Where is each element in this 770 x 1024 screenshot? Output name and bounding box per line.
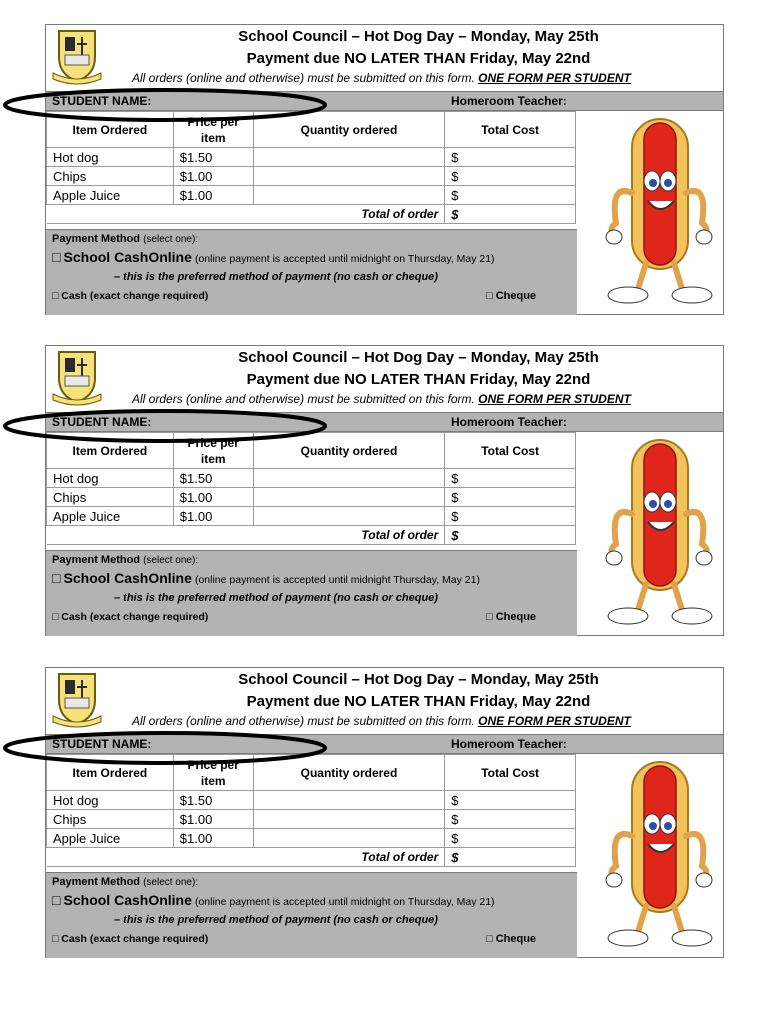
item-price: $1.00 xyxy=(173,829,253,848)
payment-method-section xyxy=(46,872,577,958)
option-cash[interactable]: □ Cash (exact change required) xyxy=(52,611,209,623)
payment-deadline: Payment due NO LATER THAN Friday, May 22nd xyxy=(246,693,591,710)
name-row xyxy=(46,91,723,111)
option-cash[interactable]: □ Cash (exact change required) xyxy=(52,290,209,302)
checkbox-online[interactable]: □ xyxy=(52,892,61,908)
header-quantity: Quantity ordered xyxy=(253,755,445,791)
total-cost-input[interactable]: $ xyxy=(445,148,576,167)
one-form-notice: ONE FORM PER STUDENT xyxy=(478,392,631,406)
item-name: Chips xyxy=(47,488,174,507)
one-form-notice: ONE FORM PER STUDENT xyxy=(478,714,631,728)
total-cost-input[interactable]: $ xyxy=(445,488,576,507)
total-cost-input[interactable]: $ xyxy=(445,810,576,829)
item-name: Chips xyxy=(47,810,174,829)
total-cost-input[interactable]: $ xyxy=(445,469,576,488)
order-table xyxy=(46,754,576,867)
item-price: $1.50 xyxy=(173,148,253,167)
item-price: $1.00 xyxy=(173,810,253,829)
quantity-input[interactable] xyxy=(253,829,445,848)
preferred-method-note: – this is the preferred method of payment (no cash or cheque) xyxy=(114,271,438,283)
submission-notice: All orders (online and otherwise) must be submitted on this form. ONE FORM PER STUDENT xyxy=(132,714,631,728)
form-title: School Council – Hot Dog Day – Monday, May 25th xyxy=(238,671,599,688)
option-school-cash-online[interactable]: □ School CashOnline (online payment is accepted until midnight on Thursday, May 21) xyxy=(52,249,495,265)
homeroom-teacher-field[interactable]: Homeroom Teacher: xyxy=(451,94,567,108)
header-total: Total Cost xyxy=(445,755,576,791)
total-of-order-label: Total of order xyxy=(47,526,445,545)
checkbox-online[interactable]: □ xyxy=(52,249,61,265)
item-price: $1.00 xyxy=(173,488,253,507)
order-table xyxy=(46,432,576,545)
one-form-notice: ONE FORM PER STUDENT xyxy=(478,71,631,85)
table-row xyxy=(47,469,576,488)
total-cost-input[interactable]: $ xyxy=(445,791,576,810)
header-item: Item Ordered xyxy=(47,755,174,791)
name-row xyxy=(46,412,723,432)
header-item: Item Ordered xyxy=(47,112,174,148)
table-row xyxy=(47,829,576,848)
hotdog-mascot-icon xyxy=(598,434,718,630)
order-form-1 xyxy=(45,24,724,315)
form-title: School Council – Hot Dog Day – Monday, May 25th xyxy=(238,28,599,45)
school-crest-icon xyxy=(51,348,103,406)
payment-method-title: Payment Method (select one): xyxy=(52,876,199,888)
table-row xyxy=(47,148,576,167)
order-total-input[interactable]: $ xyxy=(445,526,576,545)
table-row xyxy=(47,507,576,526)
table-row xyxy=(47,167,576,186)
student-name-field[interactable]: STUDENT NAME: xyxy=(52,94,152,108)
item-name: Hot dog xyxy=(47,469,174,488)
table-row xyxy=(47,186,576,205)
total-cost-input[interactable]: $ xyxy=(445,829,576,848)
payment-method-section xyxy=(46,550,577,636)
option-school-cash-online[interactable]: □ School CashOnline (online payment is accepted until midnight Thursday, May 21) xyxy=(52,570,480,586)
item-name: Hot dog xyxy=(47,791,174,810)
submission-notice: All orders (online and otherwise) must be submitted on this form. ONE FORM PER STUDENT xyxy=(132,392,631,406)
form-title: School Council – Hot Dog Day – Monday, May 25th xyxy=(238,349,599,366)
item-name: Hot dog xyxy=(47,148,174,167)
quantity-input[interactable] xyxy=(253,488,445,507)
option-cheque[interactable]: □ Cheque xyxy=(486,290,537,302)
homeroom-teacher-field[interactable]: Homeroom Teacher: xyxy=(451,415,567,429)
table-header-row xyxy=(47,112,576,148)
header-price: Price per item xyxy=(173,433,253,469)
total-cost-input[interactable]: $ xyxy=(445,507,576,526)
item-name: Apple Juice xyxy=(47,507,174,526)
quantity-input[interactable] xyxy=(253,507,445,526)
submission-notice: All orders (online and otherwise) must be submitted on this form. ONE FORM PER STUDENT xyxy=(132,71,631,85)
order-form-2 xyxy=(45,345,724,636)
item-price: $1.50 xyxy=(173,469,253,488)
header-total: Total Cost xyxy=(445,112,576,148)
table-header-row xyxy=(47,755,576,791)
option-cash[interactable]: □ Cash (exact change required) xyxy=(52,933,209,945)
total-of-order-label: Total of order xyxy=(47,848,445,867)
payment-method-title: Payment Method (select one): xyxy=(52,233,199,245)
school-crest-icon xyxy=(51,670,103,728)
table-row xyxy=(47,810,576,829)
quantity-input[interactable] xyxy=(253,791,445,810)
school-crest-icon xyxy=(51,27,103,85)
header-quantity: Quantity ordered xyxy=(253,112,445,148)
order-form-3 xyxy=(45,667,724,958)
quantity-input[interactable] xyxy=(253,810,445,829)
checkbox-online[interactable]: □ xyxy=(52,570,61,586)
order-total-input[interactable]: $ xyxy=(445,848,576,867)
table-header-row xyxy=(47,433,576,469)
payment-method-section xyxy=(46,229,577,315)
item-price: $1.50 xyxy=(173,791,253,810)
item-price: $1.00 xyxy=(173,186,253,205)
option-school-cash-online[interactable]: □ School CashOnline (online payment is accepted until midnight on Thursday, May 21) xyxy=(52,892,495,908)
quantity-input[interactable] xyxy=(253,186,445,205)
total-row xyxy=(47,205,576,224)
order-table xyxy=(46,111,576,224)
total-cost-input[interactable]: $ xyxy=(445,167,576,186)
item-name: Apple Juice xyxy=(47,829,174,848)
total-of-order-label: Total of order xyxy=(47,205,445,224)
header-item: Item Ordered xyxy=(47,433,174,469)
payment-deadline: Payment due NO LATER THAN Friday, May 22nd xyxy=(246,371,591,388)
student-name-field[interactable]: STUDENT NAME: xyxy=(52,737,152,751)
total-cost-input[interactable]: $ xyxy=(445,186,576,205)
table-row xyxy=(47,791,576,810)
payment-method-title: Payment Method (select one): xyxy=(52,554,199,566)
hotdog-mascot-icon xyxy=(598,756,718,952)
preferred-method-note: – this is the preferred method of payment (no cash or cheque) xyxy=(114,592,438,604)
preferred-method-note: – this is the preferred method of payment (no cash or cheque) xyxy=(114,914,438,926)
hotdog-mascot-icon xyxy=(598,113,718,309)
order-total-input[interactable]: $ xyxy=(445,205,576,224)
quantity-input[interactable] xyxy=(253,148,445,167)
header-price: Price per item xyxy=(173,755,253,791)
homeroom-teacher-field[interactable]: Homeroom Teacher: xyxy=(451,737,567,751)
payment-deadline: Payment due NO LATER THAN Friday, May 22nd xyxy=(246,50,591,67)
table-row xyxy=(47,488,576,507)
header-quantity: Quantity ordered xyxy=(253,433,445,469)
item-price: $1.00 xyxy=(173,507,253,526)
quantity-input[interactable] xyxy=(253,469,445,488)
name-row xyxy=(46,734,723,754)
header-price: Price per item xyxy=(173,112,253,148)
item-name: Chips xyxy=(47,167,174,186)
item-price: $1.00 xyxy=(173,167,253,186)
option-cheque[interactable]: □ Cheque xyxy=(486,933,537,945)
option-cheque[interactable]: □ Cheque xyxy=(486,611,537,623)
student-name-field[interactable]: STUDENT NAME: xyxy=(52,415,152,429)
header-total: Total Cost xyxy=(445,433,576,469)
total-row xyxy=(47,526,576,545)
total-row xyxy=(47,848,576,867)
quantity-input[interactable] xyxy=(253,167,445,186)
item-name: Apple Juice xyxy=(47,186,174,205)
